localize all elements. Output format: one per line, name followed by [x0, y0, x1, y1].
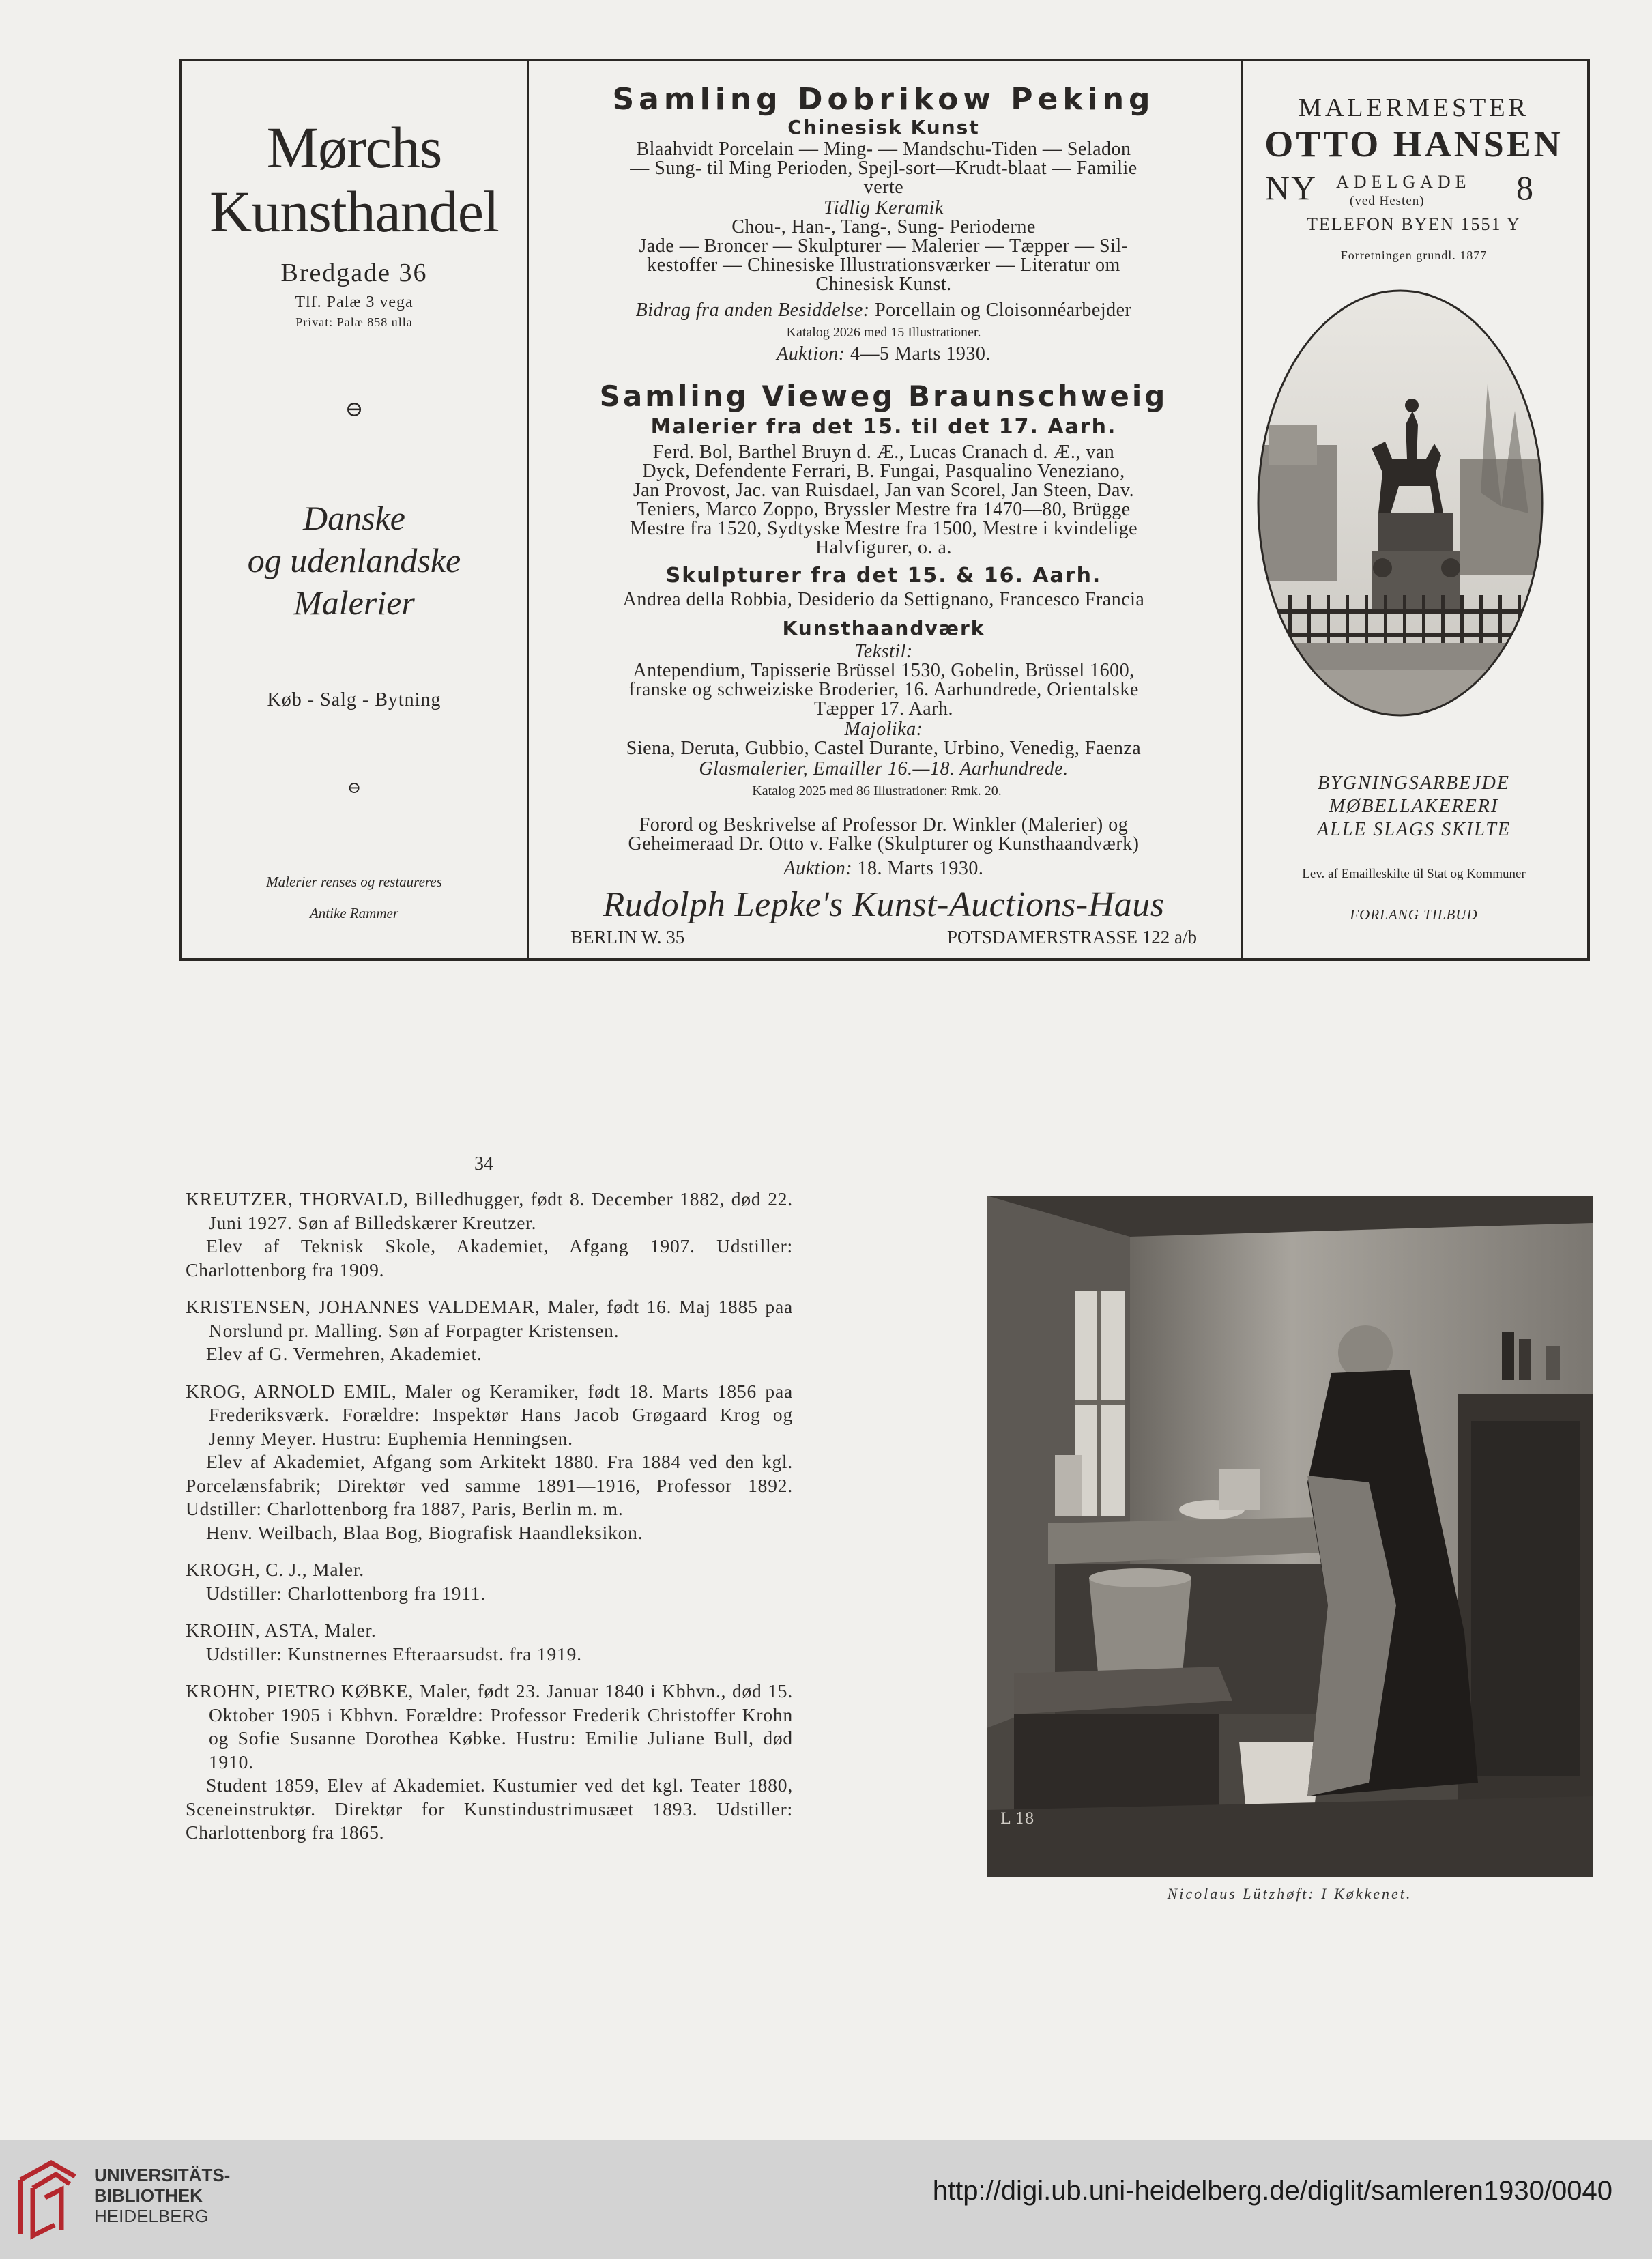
entry-head: KROG, ARNOLD EMIL, Maler og Keramiker, født 18. Marts 1856 paa Frederiksværk. Forældre: Inspektør Hans Jacob Grøgaard Krog og Jenny Meyer. Hustru: Euphemia Henningsen. [186, 1380, 793, 1449]
auction-2-title: Samling Vieweg Braunschweig [599, 379, 1168, 413]
library-name-line: BIBLIOTHEK [94, 2185, 203, 2206]
university-library-logo-icon [14, 2159, 82, 2241]
entry-body: Udstiller: Charlottenborg fra 1911. [206, 1582, 486, 1604]
entry-krog [186, 1380, 793, 1545]
painting-signature: L 18 [1000, 1811, 1034, 1828]
ornament-icon: ⊖ [345, 397, 364, 421]
auction-2-text: Andrea della Robbia, Desiderio da Settignano, Francesco Francia [622, 589, 1145, 610]
auction-1-text: verte [863, 177, 904, 198]
auction-2-text: Dyck, Defendente Ferrari, B. Fungai, Pasqualino Veneziano, [642, 461, 1125, 482]
ad-right-supplier: Lev. af Emailleskilte til Stat og Kommuner [1302, 867, 1526, 881]
auction-2-subtitle: Malerier fra det 15. til det 17. Aarh. [650, 415, 1117, 439]
painting-caption: Nicolaus Lützhøft: I Køkkenet. [1167, 1885, 1412, 1902]
library-name-line: HEIDELBERG [94, 2206, 209, 2226]
auction-2-text: Teniers, Marco Zoppo, Bryssler Mestre fra 1470—80, Brügge [637, 499, 1131, 520]
ad-right-trade: MALERMESTER [1299, 93, 1529, 122]
ad-left-address: Bredgade 36 [280, 259, 428, 287]
ad-left-title-1: Mørchs [266, 115, 442, 180]
ad-right-street-number: 8 [1516, 169, 1533, 207]
source-url-link[interactable]: http://digi.ub.uni-heidelberg.de/diglit/samleren1930/0040 [932, 2176, 1612, 2206]
auction-1-catalog: Katalog 2026 med 15 Illustrationer. [786, 325, 981, 340]
painting-kitchen [987, 1196, 1593, 1877]
statue-photo-image [1256, 288, 1545, 718]
auction-house-street: POTSDAMERSTRASSE 122 a/b [946, 927, 1197, 947]
entry-krogh [186, 1558, 793, 1605]
auction-1-date: Auktion: 4—5 Marts 1930. [777, 343, 991, 364]
page-number: 34 [474, 1153, 493, 1175]
entry-head: KREUTZER, THORVALD, Billedhugger, født 8. December 1882, død 22. Juni 1927. Søn af Billedskærer Kreutzer. [186, 1188, 793, 1233]
auction-2-text: Jan Provost, Jac. van Ruisdael, Jan van Scorel, Jan Steen, Dav. [633, 480, 1135, 501]
ad-left-trade: Køb - Salg - Bytning [267, 689, 441, 710]
entry-body: Udstiller: Kunstnernes Efteraarsudst. fra 1919. [206, 1643, 582, 1665]
auction-2-text: Antependium, Tapisserie Brüssel 1530, Gobelin, Brüssel 1600, [633, 660, 1135, 681]
auction-2-text: Mestre fra 1520, Sydtyske Mestre fra 1500, Mestre i kvindelige [629, 518, 1138, 539]
ad-right-name: OTTO HANSEN [1264, 124, 1563, 164]
auction-1-text: Blaahvidt Porcelain — Ming- — Mandschu-Tiden — Seladon [636, 139, 1131, 160]
ad-right-ny: NY [1265, 169, 1318, 207]
auction-2-catalog: Katalog 2025 med 86 Illustrationer: Rmk. 20.— [752, 783, 1015, 798]
ad-right-service-2: MØBELLAKERERI [1329, 796, 1499, 817]
library-name-line: UNIVERSITÄTS- [94, 2165, 231, 2185]
auction-2-text: Tæpper 17. Aarh. [814, 698, 953, 719]
ad-right-phone: TELEFON BYEN 1551 Y [1307, 214, 1521, 234]
ad-left-title-2: Kunsthandel [209, 179, 499, 244]
ad-right-founded: Forretningen grundl. 1877 [1340, 248, 1488, 262]
auction-2-glass: Glasmalerier, Emailler 16.—18. Aarhundrede. [699, 758, 1069, 779]
ad-left-note-2: Antike Rammer [309, 905, 399, 921]
entry-body: Henv. Weilbach, Blaa Bog, Biografisk Haandleksikon. [206, 1521, 643, 1543]
auction-1-text: — Sung- til Ming Perioden, Spejl-sort—Krudt-blaat — Familie [630, 158, 1137, 179]
ad-left-private-phone: Privat: Palæ 858 ulla [295, 315, 413, 329]
entry-head: KROHN, ASTA, Maler. [186, 1620, 377, 1641]
ad-morchs-kunsthandel [182, 61, 529, 958]
auction-1-text: Chinesisk Kunst. [815, 274, 952, 295]
equestrian-statue-photo [1256, 288, 1545, 718]
ad-right-service-1: BYGNINGSARBEJDE [1318, 773, 1510, 794]
ornament-icon: ⊖ [347, 779, 362, 797]
library-footer [0, 2140, 1652, 2259]
entry-kreutzer [186, 1188, 793, 1282]
auction-2-majolika-heading: Majolika: [844, 719, 923, 740]
ad-left-specialty-1: Danske [303, 499, 405, 537]
auction-1-early-heading: Tidlig Keramik [824, 197, 944, 218]
auction-1-subtitle: Chinesisk Kunst [787, 116, 980, 139]
library-name [94, 2165, 230, 2226]
biographical-entries [186, 1188, 793, 1858]
entry-head: KRISTENSEN, JOHANNES VALDEMAR, Maler, født 16. Maj 1885 paa Norslund pr. Malling. Søn af Forpagter Kristensen. [186, 1296, 793, 1341]
auction-2-sculpture-heading: Skulpturer fra det 15. & 16. Aarh. [665, 564, 1102, 588]
entry-body: Elev af G. Vermehren, Akademiet. [206, 1343, 482, 1364]
ad-right-street: ADELGADE [1336, 172, 1471, 192]
ad-left-phone: Tlf. Palæ 3 vega [295, 293, 414, 311]
auction-2-textile-heading: Tekstil: [854, 641, 913, 662]
entry-body: Elev af Akademiet, Afgang som Arkitekt 1880. Fra 1884 ved den kgl. Porcelænsfabrik; Direktør ved samme 1891—1916, Professor 1892. Udstiller: Charlottenborg fra 1887, Paris, Berlin m. m. [186, 1451, 793, 1519]
auction-1-text: Jade — Broncer — Skulpturer — Malerier — Tæpper — Sil- [639, 235, 1129, 257]
auction-house-city: BERLIN W. 35 [570, 927, 685, 947]
auction-1-title: Samling Dobrikow Peking [612, 82, 1155, 117]
auction-2-craft-heading: Kunsthaandværk [782, 617, 985, 639]
ad-otto-hansen [1241, 61, 1587, 958]
auction-1-text: kestoffer — Chinesiske Illustrationsværker — Literatur om [647, 255, 1120, 276]
auction-1-text: Chou-, Han-, Tang-, Sung- Perioderne [731, 216, 1036, 238]
entry-head: KROGH, C. J., Maler. [186, 1559, 364, 1580]
auction-house-name: Rudolph Lepke's Kunst-Auctions-Haus [603, 885, 1165, 924]
ad-left-specialty-2: og udenlandske [247, 541, 461, 579]
ad-right-service-3: ALLE SLAGS SKILTE [1317, 819, 1511, 840]
auction-2-text: Forord og Beskrivelse af Professor Dr. Winkler (Malerier) og [639, 814, 1129, 835]
entry-kristensen [186, 1295, 793, 1366]
entry-body: Student 1859, Elev af Akademiet. Kustumier ved det kgl. Teater 1880, Sceneinstruktør. Direktør for Kunstindustrimusæet 1893. Udstiller: Charlottenborg fra 1865. [186, 1774, 793, 1843]
ad-lepke-auction [527, 61, 1243, 958]
auction-2-text: franske og schweiziske Broderier, 16. Aarhundrede, Orientalske [628, 679, 1139, 700]
advertisement-frame [179, 59, 1590, 961]
auction-2-text: Geheimeraad Dr. Otto v. Falke (Skulpturer og Kunsthaandværk) [628, 833, 1140, 854]
entry-krohn-asta [186, 1619, 793, 1666]
ad-left-specialty-3: Malerier [293, 584, 415, 622]
entry-head: KROHN, PIETRO KØBKE, Maler, født 23. Januar 1840 i Kbhvn., død 15. Oktober 1905 i Kbhvn. Forældre: Professor Frederik Christoffer Krohn og Sofie Susanne Dorothea Købke. Hustru: Emilie Juliane Bull, død 1910. [186, 1680, 793, 1772]
auction-2-text: Siena, Deruta, Gubbio, Castel Durante, Urbino, Venedig, Faenza [626, 738, 1142, 759]
entry-body: Elev af Teknisk Skole, Akademiet, Afgang 1907. Udstiller: Charlottenborg fra 1909. [186, 1235, 793, 1280]
ad-right-street-note: (ved Hesten) [1350, 194, 1425, 208]
ad-right-offer: FORLANG TILBUD [1350, 906, 1478, 923]
ad-left-note-1: Malerier renses og restaureres [266, 874, 442, 890]
auction-2-date: Auktion: 18. Marts 1930. [783, 858, 984, 879]
entry-krohn-pietro [186, 1680, 793, 1845]
auction-1-contribution: Bidrag fra anden Besiddelse: Porcellain og Cloisonnéarbejder [635, 300, 1132, 321]
auction-2-text: Ferd. Bol, Barthel Bruyn d. Æ., Lucas Cranach d. Æ., van [652, 442, 1115, 463]
auction-2-text: Halvfigurer, o. a. [815, 537, 952, 558]
painting-image [987, 1196, 1593, 1877]
